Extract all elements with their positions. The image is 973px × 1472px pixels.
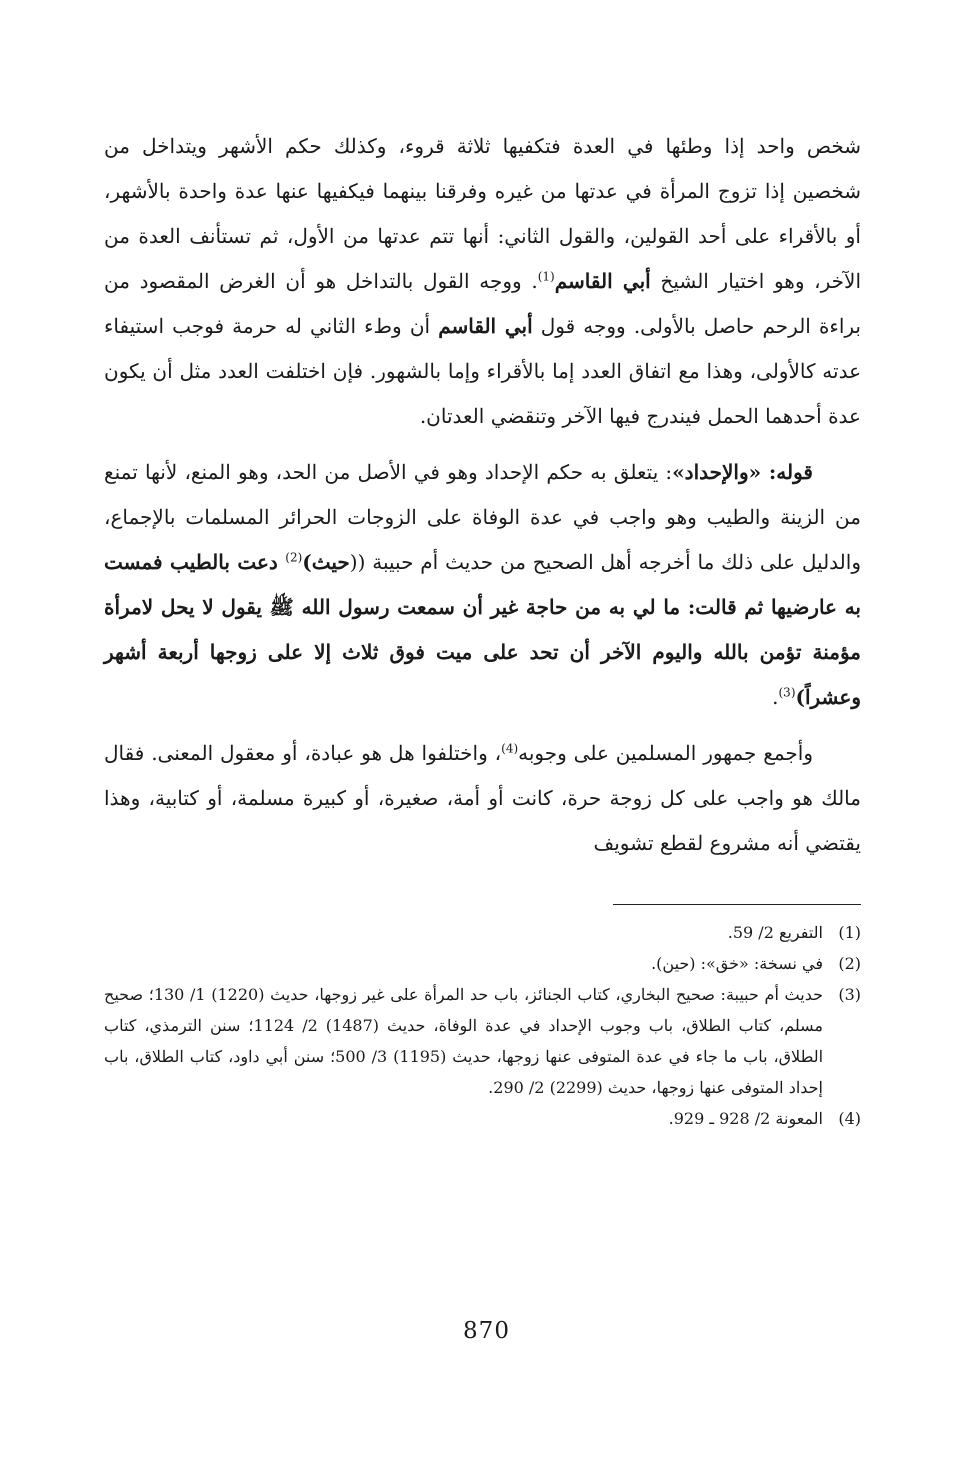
text-run: شخص واحد إذا وطئها في العدة فتكفيها ثلاثة قروء، وكذلك حكم الأشهر ويتداخل من شخصين إذا تزوج المرأة في عدتها من غيره وفرقنا بينهما فيكفيها عنها عدة واحدة بالأشهر، أو بالأقراء على أحد القولين، والقول الثاني: أنها تتم عدتها من الأول، ثم تستأنف العدة من الآخر، وهو اختيار الشيخ (104, 134, 862, 293)
paragraph-2 (104, 450, 861, 720)
bold-name: أبي القاسم (438, 314, 533, 338)
footnote-text: المعونة 2/ 928 ـ 929. (668, 1109, 823, 1128)
footnote-text: حديث أم حبيبة: صحيح البخاري، كتاب الجنائز، باب حد المرأة على غير زوجها، حديث (1220) 1/ 130؛ صحيح مسلم، كتاب الطلاق، باب وجوب الإحداد في عدة الوفاة، حديث (1487) 2/ 1124؛ سنن الترمذي، كتاب الطلاق، باب ما جاء في عدة المتوفى عنها زوجها، حديث (1195) 3/ 500؛ سنن أبي داود، كتاب الطلاق، باب إحداد المتوفى عنها زوجها، حديث (2299) 2/ 290. (104, 985, 824, 1097)
footnote-ref-3: (3) (778, 685, 796, 700)
footnote-number: (1) (838, 923, 861, 942)
footnote-number: (2) (838, 954, 861, 973)
bold-quote: حيث) (302, 550, 350, 574)
main-text (104, 124, 861, 866)
footnote-text: التفريع 2/ 59. (727, 923, 823, 942)
footnotes (104, 917, 861, 1134)
footnote-2 (104, 948, 861, 979)
bold-hadith: دعت بالطيب فمست به عارضيها ثم قالت: ما لي به من حاجة غير أن سمعت رسول الله ﷺ يقول لا يحل لامرأة مؤمنة تؤمن بالله واليوم الآخر أن تحد على ميت فوق ثلاث إلا على زوجها أربعة أشهر وعشراً) (104, 550, 861, 709)
text-run: ، واختلفوا هل هو عبادة، أو معقول المعنى. فقال مالك هو واجب على كل زوجة حرة، كانت أو أمة، صغيرة، أو كبيرة مسلمة، أو كتابية، وهذا يقتضي أنه مشروع لقطع تشويف (104, 741, 861, 855)
footnote-separator-wrap (104, 866, 861, 905)
bold-heading: قوله: «والإحداد» (672, 460, 813, 484)
footnote-1 (104, 917, 861, 948)
footnote-number: (4) (838, 1109, 861, 1128)
footnote-ref-4: (4) (501, 741, 519, 756)
footnote-text: في نسخة: «خق»: (حين). (651, 954, 823, 973)
text-run: وأجمع جمهور المسلمين على وجوبه (518, 741, 814, 765)
footnote-ref-2: (2) (285, 550, 303, 565)
footnote-4 (104, 1103, 861, 1134)
footnote-ref-1: (1) (537, 269, 555, 284)
text-run: . ووجه القول بالتداخل هو أن الغرض المقصود من براءة الرحم حاصل بالأولى. ووجه قول (104, 269, 861, 338)
paragraph-3 (104, 731, 861, 866)
text-run: . (772, 685, 779, 709)
page-number: 870 (463, 1318, 510, 1344)
paragraph-1 (104, 124, 861, 439)
text-run: : يتعلق به حكم الإحداد وهو في الأصل من الحد، وهو المنع، لأنها تمنع من الزينة والطيب وهو واجب في عدة الوفاة على الزوجات الحرائر المسلمات بالإجماع، والدليل على ذلك ما أخرجه أهل الصحيح من حديث أم حبيبة (( (104, 460, 861, 574)
text-run: أن وطء الثاني له حرمة فوجب استيفاء عدته كالأولى، وهذا مع اتفاق العدد إما بالأقراء وإما بالشهور. فإن اختلفت العدد مثل أن يكون عدة أحدهما الحمل فيندرج فيها الآخر وتنقضي العدتان. (104, 314, 862, 428)
footnote-number: (3) (838, 985, 861, 1004)
footnote-3 (104, 979, 861, 1103)
bold-name: أبي القاسم (554, 269, 651, 293)
footnote-separator (613, 904, 861, 905)
